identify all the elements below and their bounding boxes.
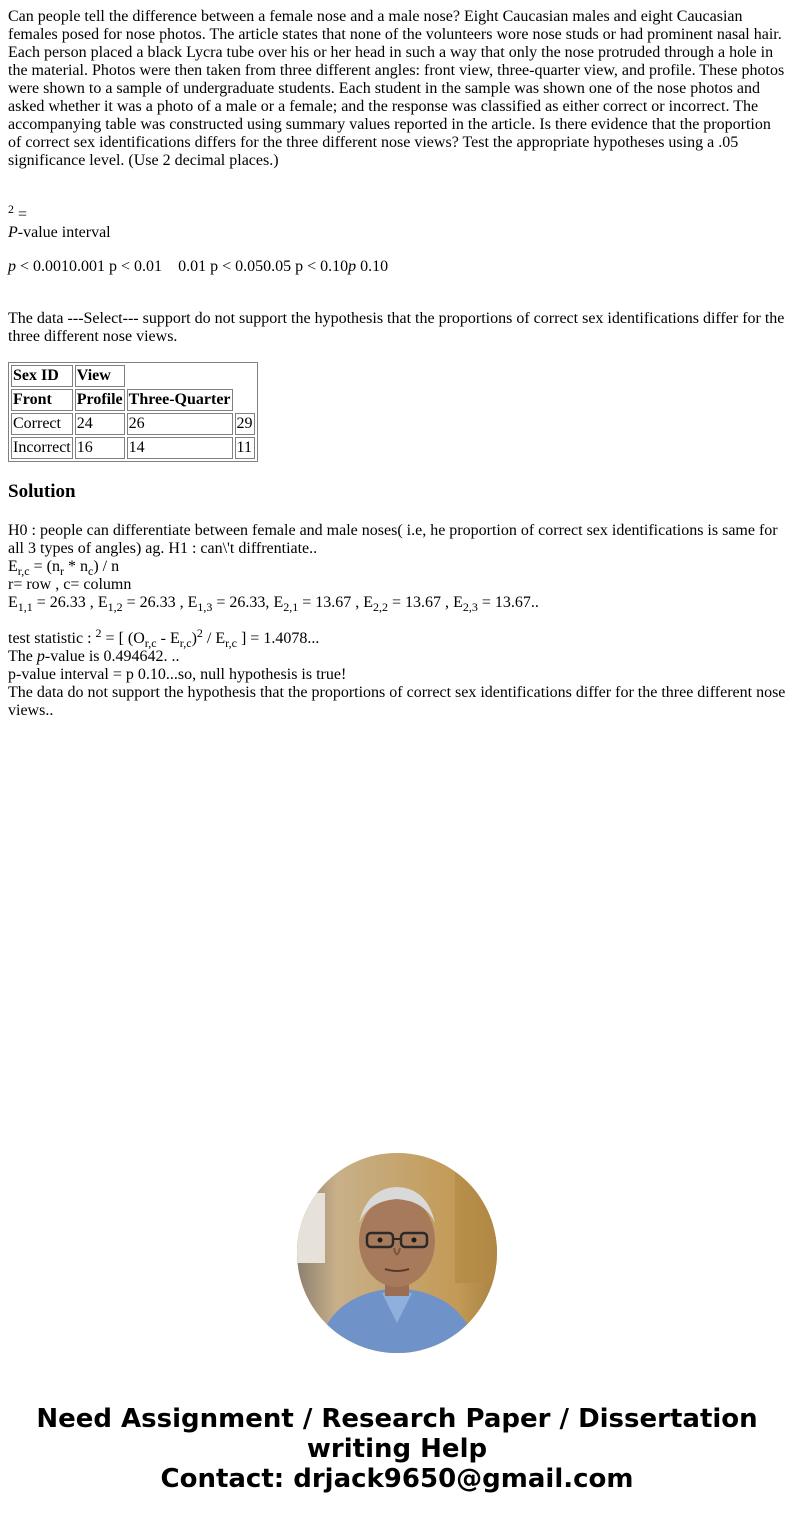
final-conclusion: The data do not support the hypothesis that the proportions of correct sex identifications differ for the three different nose views..	[8, 684, 786, 719]
footer-line-1: Need Assignment / Research Paper / Dissertation	[36, 1404, 758, 1434]
pvalue-option-5[interactable]	[348, 258, 388, 275]
table-header-row-2	[11, 389, 255, 411]
chi-square-equals: =	[14, 206, 28, 223]
option-rest: < 0.01	[117, 258, 179, 275]
pvalue-p: P	[8, 224, 18, 241]
table-header-cell: Front	[11, 389, 73, 411]
expected-E: E	[453, 594, 463, 611]
ts-sub: r,c	[179, 636, 192, 650]
formula-sub: r	[59, 564, 64, 578]
ts-sub: r,c	[144, 636, 157, 650]
formula-sub: c	[87, 564, 94, 578]
author-photo-illustration	[297, 1153, 497, 1353]
formula-part: ) / n	[93, 558, 120, 575]
table-row	[11, 413, 255, 435]
expected-val: = 13.67 ,	[298, 594, 364, 611]
expected-val: = 13.67..	[477, 594, 539, 611]
ts-part: / E	[202, 630, 226, 647]
table-header-cell: View	[75, 365, 125, 387]
table-header-row-1	[11, 365, 255, 387]
conclusion-options: support do not support	[138, 310, 288, 327]
formula-part: * n	[63, 558, 88, 575]
pvalue-option-2[interactable]	[69, 258, 178, 275]
option-rest: 0.10	[356, 258, 389, 275]
formula-part: E	[8, 558, 18, 575]
pvalue-part: The	[8, 648, 37, 665]
expected-val: = 26.33,	[212, 594, 274, 611]
expected-sub: 1,1	[17, 600, 33, 614]
pvalue-label-rest: -value interval	[17, 224, 111, 241]
pvalue-result	[8, 648, 786, 666]
pvalue-option-3[interactable]	[178, 258, 263, 275]
table-cell: Correct	[11, 413, 73, 435]
footer-contact[interactable]: Contact: drjack9650@gmail.com	[160, 1464, 634, 1494]
chi-square-superscript: 2	[8, 202, 14, 216]
expected-formula	[8, 558, 786, 576]
pvalue-part: -value is 0.494642. ..	[44, 648, 180, 665]
option-p: 0.01 p	[178, 258, 219, 275]
formula-sub: r,c	[17, 564, 30, 578]
ts-part: test statistic :	[8, 630, 96, 647]
pvalue-options[interactable]	[8, 258, 786, 276]
option-rest: < 0.001	[16, 258, 70, 275]
expected-sub: 2,3	[462, 600, 478, 614]
ts-sup: 2	[95, 626, 102, 640]
conclusion-suffix: the hypothesis that the proportions of correct sex identifications differ for the three different nose views.	[8, 310, 785, 345]
spacer	[8, 612, 786, 630]
table-header-cell: Profile	[75, 389, 125, 411]
solution-heading: Solution	[8, 481, 76, 502]
ts-part: ] = 1.4078...	[236, 630, 320, 647]
pvalue-interval-label	[8, 224, 786, 242]
expected-sub: 2,1	[283, 600, 299, 614]
table-cell: 14	[127, 437, 233, 459]
ts-part: )	[191, 630, 197, 647]
conclusion-select[interactable]: ---Select---	[67, 310, 139, 327]
hypotheses-text: H0 : people can differentiate between female and male noses( i.e, he proportion of correct sex identifications is same for all 3 types of angles) ag. H1 : can\'t diffrentiate..	[8, 522, 778, 557]
chi-square-line	[8, 202, 786, 224]
table-cell: 11	[235, 437, 255, 459]
expected-E: E	[273, 594, 284, 611]
pvalue-option-1[interactable]	[8, 258, 69, 275]
expected-E: E	[187, 594, 198, 611]
data-table	[8, 362, 258, 462]
pvalue-option-4[interactable]	[263, 258, 348, 275]
document-body	[8, 8, 786, 720]
footer-line-2: writing Help	[306, 1434, 488, 1464]
table-cell: 29	[235, 413, 255, 435]
row-column-definition: r= row , c= column	[8, 576, 132, 593]
ts-sup: 2	[196, 626, 203, 640]
solution-body	[8, 522, 786, 720]
ts-part: - E	[156, 630, 180, 647]
expected-E: E	[8, 594, 18, 611]
ts-sub: r,c	[225, 636, 237, 650]
expected-E: E	[363, 594, 374, 611]
table-cell: 26	[127, 413, 233, 435]
pvalue-interval-result: p-value interval = p 0.10...so, null hypothesis is true!	[8, 666, 347, 683]
expected-val: = 26.33 ,	[32, 594, 98, 611]
option-p: 0.001 p	[69, 258, 118, 275]
option-p: p	[8, 258, 16, 275]
table-cell: Incorrect	[11, 437, 73, 459]
expected-values	[8, 594, 786, 612]
table-row	[11, 437, 255, 459]
table-header-cell: Sex ID	[11, 365, 73, 387]
expected-sub: 1,3	[197, 600, 213, 614]
question-text: Can people tell the difference between a female nose and a male nose? Eight Caucasian males and eight Caucasian females posed for nose photos. The article states that none of the volunteers wore nose studs or had prominent nasal hair. Each person placed a black Lycra tube over his or her head in such a way that only the nose protruded through a hole in the material. Photos were then taken from three different angles: front view, three-quarter view, and profile. These photos were shown to a sample of undergraduate students. Each student in the sample was shown one of the nose photos and asked whether it was a photo of a male or a female; and the response was classified as either correct or incorrect. The accompanying table was constructed using summary values reported in the article. Is there evidence that the proportion of correct sex identifications differs for the three different nose views? Test the appropriate hypotheses using a .05 significance level. (Use 2 decimal places.)	[8, 8, 785, 169]
pvalue-italic: p	[36, 648, 45, 665]
expected-sub: 2,2	[373, 600, 389, 614]
table-cell: 16	[75, 437, 125, 459]
expected-sub: 1,2	[107, 600, 123, 614]
expected-val: = 13.67 ,	[388, 594, 454, 611]
option-p: 0.05 p	[263, 258, 304, 275]
option-p: p	[348, 258, 357, 275]
conclusion-question	[8, 310, 786, 346]
option-rest: < 0.05	[218, 258, 264, 275]
conclusion-prefix: The data	[8, 310, 68, 327]
ts-part: = [ (O	[101, 630, 145, 647]
test-statistic	[8, 626, 786, 650]
expected-E: E	[97, 594, 108, 611]
table-header-cell: Three-Quarter	[127, 389, 233, 411]
author-photo	[297, 1153, 497, 1353]
option-rest: < 0.10	[303, 258, 349, 275]
formula-part: = (n	[29, 558, 60, 575]
footer-banner	[0, 1404, 794, 1494]
table-cell: 24	[75, 413, 125, 435]
expected-val: = 26.33 ,	[122, 594, 188, 611]
